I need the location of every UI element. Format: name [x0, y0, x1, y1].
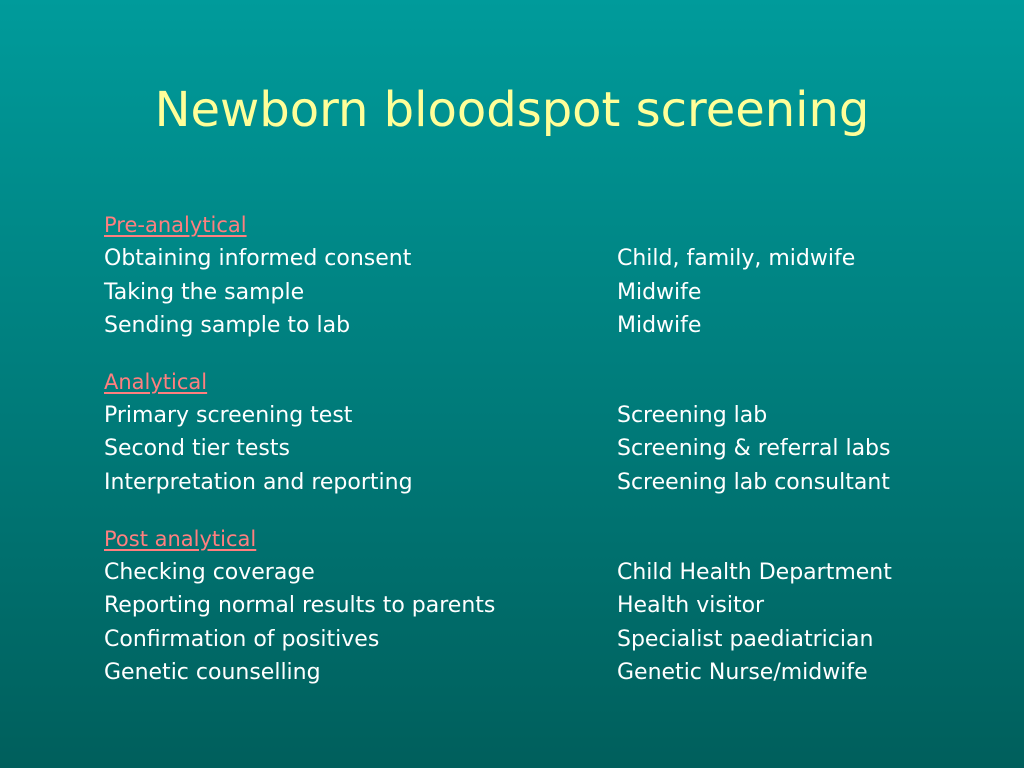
section-post-analytical [104, 522, 984, 690]
table-row [104, 242, 984, 276]
task-cell: Primary screening test [104, 402, 353, 428]
table-row [104, 276, 984, 310]
table-row [104, 309, 984, 343]
task-cell: Obtaining informed consent [104, 246, 412, 271]
role-cell: Child Health Department [617, 559, 892, 585]
role-cell: Health visitor [617, 593, 765, 619]
task-cell: Taking the sample [104, 279, 305, 305]
table-row [104, 656, 984, 690]
task-cell: Interpretation and reporting [104, 469, 413, 495]
screening-table [104, 208, 984, 712]
role-cell: Screening & referral labs [617, 436, 891, 462]
table-row [104, 556, 984, 590]
role-cell: Screening lab [617, 402, 768, 428]
slide-title: Newborn bloodspot screening [154, 82, 870, 138]
task-cell: Genetic counselling [104, 660, 321, 686]
task-cell: Second tier tests [104, 436, 290, 462]
section-pre-analytical [104, 208, 984, 343]
role-cell: Midwife [617, 279, 702, 305]
section-heading: Analytical [104, 369, 208, 394]
task-cell: Sending sample to lab [104, 313, 351, 339]
section-heading: Pre-analytical [104, 213, 247, 237]
section-analytical [104, 365, 984, 500]
role-cell: Specialist paediatrician [617, 626, 874, 652]
role-cell: Screening lab consultant [617, 469, 890, 495]
table-row [104, 466, 984, 500]
table-row [104, 589, 984, 623]
section-heading: Post analytical [104, 526, 257, 551]
table-row [104, 399, 984, 433]
task-cell: Reporting normal results to parents [104, 593, 496, 619]
table-row [104, 432, 984, 466]
role-cell: Genetic Nurse/midwife [617, 660, 868, 686]
role-cell: Child, family, midwife [617, 246, 856, 271]
task-cell: Checking coverage [104, 559, 315, 585]
task-cell: Confirmation of positives [104, 626, 380, 652]
role-cell: Midwife [617, 313, 702, 339]
table-row [104, 623, 984, 657]
